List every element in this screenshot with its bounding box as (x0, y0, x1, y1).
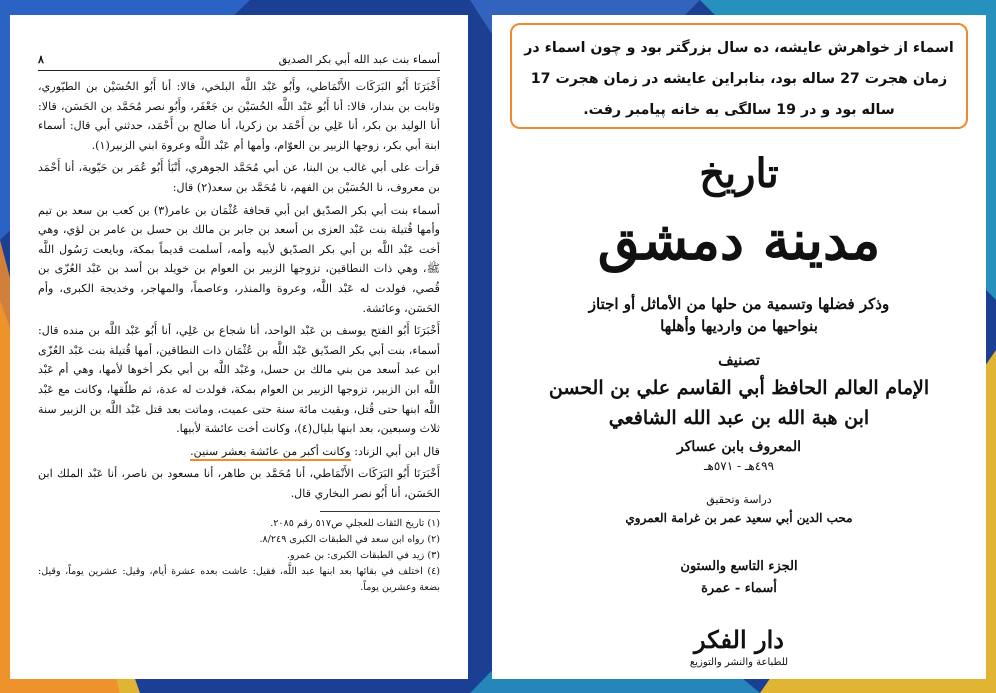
known-as: المعروف بابن عساكر (677, 439, 801, 455)
author-dates: ٤٩٩هـ - ٥٧١هـ (703, 459, 775, 473)
volume-contents: أسماء - عمرة (701, 581, 777, 596)
paragraph-1: أَخْبَرَنَا أَبُو البَرَكَات الأَنْمَاطي، وأَبُو عَبْد اللَّه البلخي، قالا: أنا أَبُو الحُسَيْن بن الطيّوري، وثابت بن بندار، قالا: أنا أَبُو عَبْد اللَّه الحُسَيْن بن جَعْفَر، وأَبُو نصر مُحَمَّد بن الحَسَن، قالا: أنا الوليد بن بكر، أنا عَلِي بن أَحْمَد بن زكريا، أنا صالح بن أَحْمَد، حدثني أبي قال: أسماء ابنة أبي بكر، زوجها الزبير بن العوّام، وأمها أم عَبْد اللَّه وعروة ابني الزبير(١). (38, 80, 440, 152)
publisher-name: دار الفكر (694, 625, 784, 654)
footnote-separator (320, 511, 440, 512)
running-head-title: أسماء بنت عبد الله أبي بكر الصديق (278, 53, 440, 66)
running-header (38, 53, 440, 71)
editor-label: دراسة وتحقيق (706, 493, 772, 506)
footnote-2: (٢) رواه ابن سعد في الطبقات الكبرى ٨/٢٤٩. (259, 534, 440, 546)
paragraph-3: أسماء بنت أبي بكر الصدّيق ابن أبي قحافة عُثْمَان بن عامر(٣) بن كعب بن سعد بن تيم وأمها قُتيلة بنت عَبْد العزى بن أسعد بن جابر بن مالك بن حسل بن عامر بن لؤي، وهي أخت عَبْد اللَّه بن أبي بكر الصدّيق لأبيه وأمه، أسلمت قديماً بمكة، وبايعت رَسُول اللَّه ﷺ، وهي ذات النطاقين، تزوجها الزبير بن العوام بن خويلد بن أسد بن عَبْد العُزّى بن قُصي، فولدت له عَبْد اللَّه، وعروة والمنذر، وعاصماً، والمهاجر، وخديجة الكبرى، وأم الحَسَن، وعائشة. (38, 203, 440, 315)
quote-prefix: قال ابن أبي الزناد: (354, 444, 440, 458)
footnote-3: (٣) زيد في الطبقات الكبرى: بن عمرو. (286, 550, 440, 562)
paragraph-5: أَخْبَرَنَا أَبُو البَرَكَات الأَنْمَاطي، أنا مُحَمَّد بن طاهر، أنا مسعود بن ناصر، أنا عَبْد الملك ابن الحَسَن، أنا أَبُو نصر البخاري قال. (38, 467, 440, 500)
volume-number: الجزء التاسع والستون (680, 559, 798, 574)
book-cover (492, 15, 986, 679)
publisher-subtitle: للطباعة والنشر والتوزيع (689, 657, 789, 668)
quote-highlight: وكانت أكبر من عائشة بعشر سنين. (190, 445, 351, 461)
cover-title-line1: تاريخ (699, 150, 779, 197)
cover-title-line2: مدينة دمشق (597, 208, 881, 272)
book-page-left (10, 15, 468, 679)
cover-subtitle-1: وذكر فضلها وتسمية من حلها من الأماثل أو اجتاز (588, 295, 890, 313)
author-line-1: الإمام العالم الحافظ أبي القاسم علي بن الحسن (548, 377, 930, 399)
editor-name: محب الدين أبي سعيد عمر بن غرامة العمروي (625, 511, 853, 525)
paragraph-4: أَخْبَرَنَا أَبُو الفتح يوسف بن عَبْد الواحد، أنا شجاع بن عَلِي، أنا أَبُو عَبْد اللَّه بن منده قال: أسماء، بنت أبي بكر الصدّيق عَبْد اللَّه بن عُثْمَان ذات النطاقين، أمها قُتيلة بنت عَبْد العُزّى ابن عبد أسعد من بني مالك بن حسل، وعَبْد اللَّه بن أبي بكر أخوها لأمها، وهي أم عَبْد اللَّه ابن الزبير، تزوجها الزبير بن العوام بمكة، فولدت له عدة، ثم طلّقها، وكانت مع عَبْد اللَّه ابنها حتى قُتل، وبقيت مائة سنة حتى عميت، وماتت بعد قتل عَبْد اللَّه بن الزبير سنة ثلاث وسبعين، بعد ابنها بليال(٤)، وكانت أخت عائشة لأبيها. (38, 324, 440, 436)
quote-line (38, 442, 440, 462)
paragraph-2: قرأت على أبي غالب بن البنا، عن أبي مُحَمَّد الجوهري، أَنْبَأ أَبُو عُمَر بن حَيّوية، أنا أَحْمَد بن معروف، نا الحُسَيْن بن الفهم، نا مُحَمَّد بن سعد(٢) قال: (38, 161, 440, 194)
footnote-1: (١) تاريخ الثقات للعجلي ص٥١٧ رقم ٢٠٨٥. (270, 518, 440, 530)
footnote-4: (٤) اختلف في بقائها بعد ابنها عبد اللَّه، فقيل: عاشت بعده عشرة أيام، وقيل: عشرين يوماً، وقيل: بضعة وعشرين يوماً. (38, 566, 440, 594)
annotation-callout: اسماء از خواهرش عایشه، ده سال بزرگتر بود و چون اسماء در زمان هجرت 27 ساله بود، بنابراین عایشه در زمان هجرت 17 ساله بود و در 19 سالگی به خانه پیامبر رفت. (510, 23, 968, 129)
author-label: تصنيف (718, 351, 760, 369)
author-line-2: ابن هبة الله بن عبد الله الشافعي (608, 407, 870, 429)
page-number: ٨ (38, 53, 44, 66)
cover-subtitle-2: بنواحيها من وارديها وأهلها (660, 317, 818, 335)
